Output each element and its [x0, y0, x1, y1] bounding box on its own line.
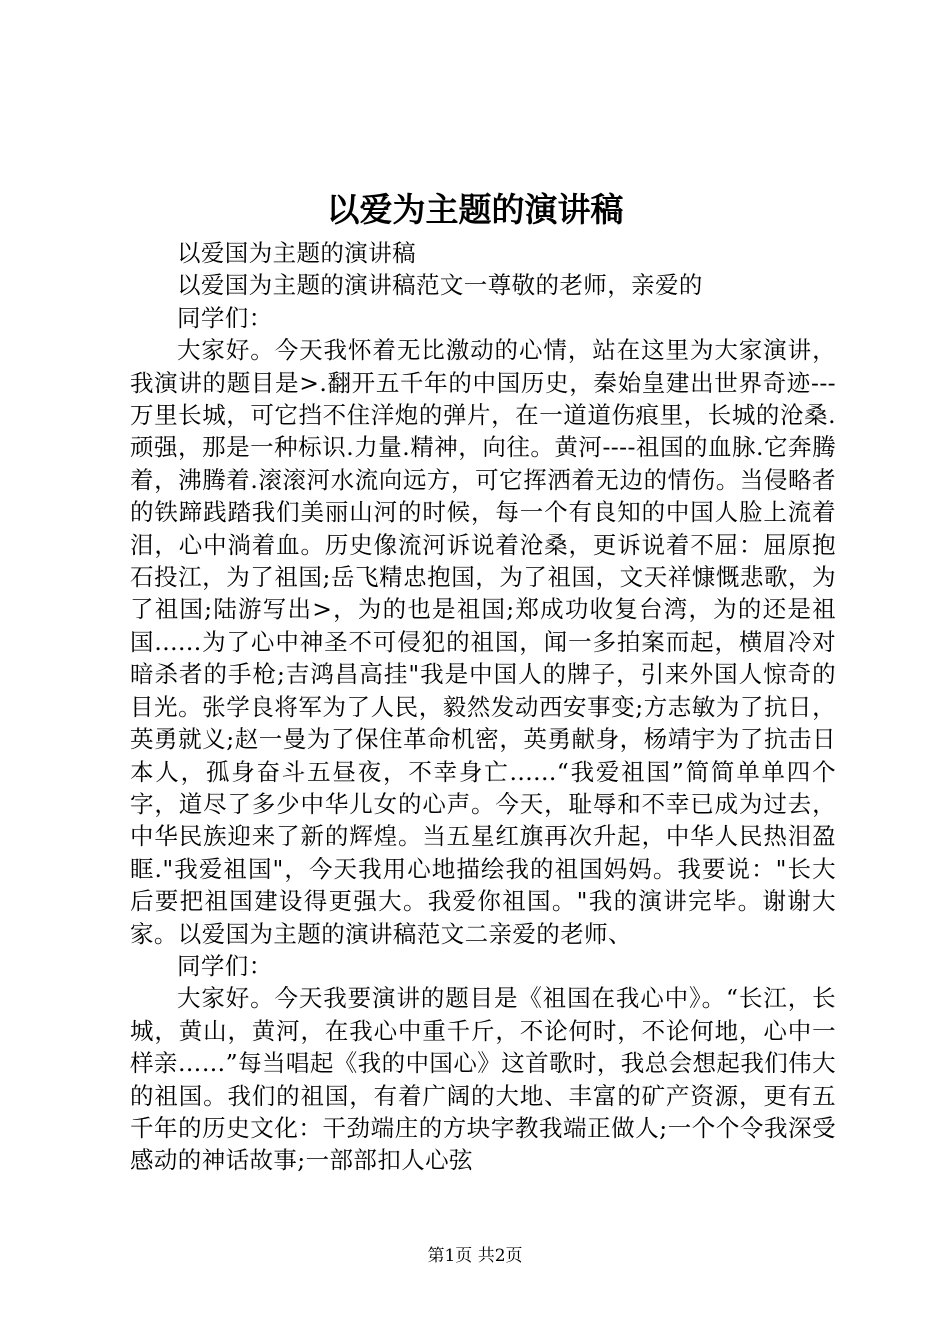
- paragraph-speech-2: 大家好。今天我要演讲的题目是《祖国在我心中》。“长江，长城，黄山，黄河，在我心中重千斤，不论何时，不论何地，心中一样亲……”每当唱起《我的中国心》这首歌时，我总会想起我们伟大的祖国。我们的祖国，有着广阔的大地、丰富的矿产资源，更有五千年的历史文化：干劲端庄的方块字教我端正做人;一个个令我深受感动的神话故事;一部部扣人心弦: [130, 984, 836, 1175]
- paragraph-subtitle: 以爱国为主题的演讲稿: [177, 239, 416, 267]
- page-footer: 第1页 共2页: [427, 1246, 523, 1266]
- document-title: 以爱为主题的演讲稿: [326, 190, 624, 229]
- document-body: [130, 237, 836, 1177]
- paragraph-greeting-1: 同学们：: [177, 303, 273, 332]
- paragraph-speech-1: 大家好。今天我怀着无比激动的心情，站在这里为大家演讲，我演讲的题目是>.翻开五千年的中国历史，秦始皇建出世界奇迹---万里长城，可它挡不住洋炮的弹片，在一道道伤痕里，长城的沧桑.顽强，那是一种标识.力量.精神，向往。黄河----祖国的血脉.它奔腾着，沸腾着.滚滚河水流向远方，可它挥洒着无边的情伤。当侵略者的铁蹄践踏我们美丽山河的时候，每一个有良知的中国人脸上流着泪，心中淌着血。历史像流河诉说着沧桑，更诉说着不屈：屈原抱石投江，为了祖国;岳飞精忠抱国，为了祖国，文天祥慷慨悲歌，为了祖国;陆游写出>，为的也是祖国;郑成功收复台湾，为的还是祖国......为了心中神圣不可侵犯的祖国，闻一多拍案而起，横眉冷对暗杀者的手枪;吉鸿昌高挂"我是中国人的牌子，引来外国人惊奇的目光。张学良将军为了人民，毅然发动西安事变;方志敏为了抗日，英勇就义;赵一曼为了保住革命机密，英勇献身，杨靖宇为了抗击日本人，孤身奋斗五昼夜，不幸身亡......“我爱祖国”简简单单四个字，道尽了多少中华儿女的心声。今天，耻辱和不幸已成为过去，中华民族迎来了新的辉煌。当五星红旗再次升起，中华人民热泪盈眶."我爱祖国"，今天我用心地描绘我的祖国妈妈。我要说："长大后要把祖国建设得更强大。我爱你祖国。"我的演讲完毕。谢谢大家。以爱国为主题的演讲稿范文二亲爱的老师、: [130, 336, 836, 948]
- paragraph-greeting-2: 同学们：: [177, 951, 273, 980]
- paragraph-intro: 以爱国为主题的演讲稿范文一尊敬的老师，亲爱的: [177, 271, 703, 300]
